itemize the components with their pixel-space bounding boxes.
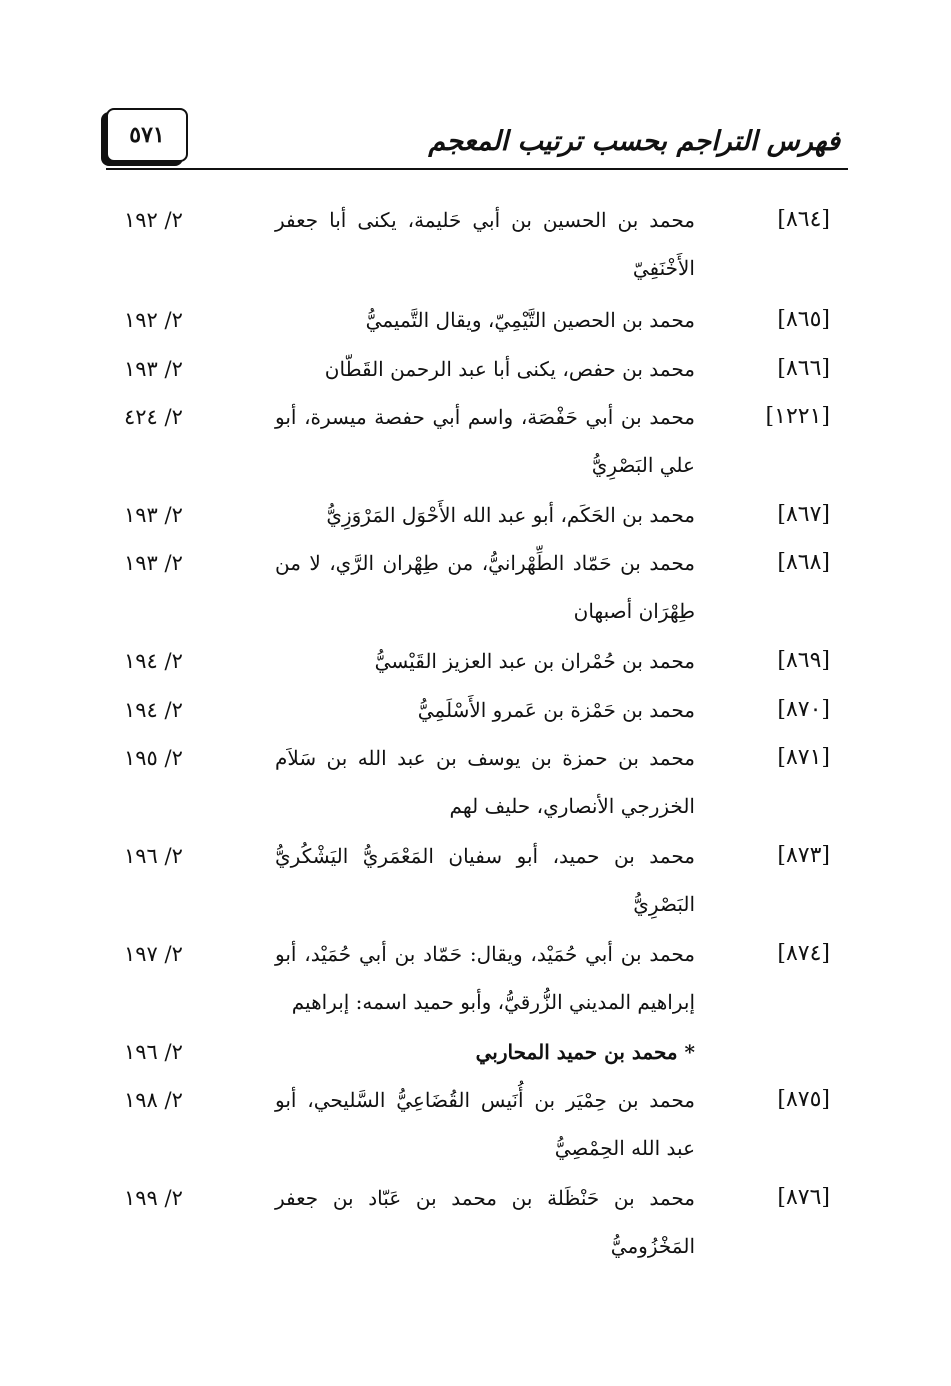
entry-name: محمد بن حميد، أبو سفيان المَعْمَريُّ اليَشْكُريُّ البَصْرِيُّ	[275, 844, 695, 916]
entry-reference: ٢/ ١٩٣	[124, 503, 183, 527]
entry-reference: ٢/ ١٩٧	[124, 942, 183, 966]
entry-name: محمد بن أبي حُمَيْد، ويقال: حَمّاد بن أبي حُمَيْد، أبو إبراهيم المديني الزُّرقيُّ، وأبو حميد اسمه: إبراهيم	[275, 942, 695, 1014]
entry-number: [٨٦٩]	[777, 648, 830, 673]
entry-number: [٨٦٦]	[777, 356, 830, 381]
entry-number: [٨٦٨]	[777, 550, 830, 575]
page-header	[106, 104, 848, 170]
entry-reference: ٢/ ٤٢٤	[124, 405, 183, 429]
entry-number: [٨٧٥]	[777, 1087, 830, 1112]
entry-reference: ٢/ ١٩٣	[124, 551, 183, 575]
entry-name: محمد بن حمزة بن يوسف بن عبد الله بن سَلاَم الخزرجي الأنصاري، حليف لهم	[275, 746, 695, 818]
entry-name: محمد بن حَنْظَلة بن محمد بن عَبّاد بن جعفر المَخْزُوميُّ	[275, 1186, 695, 1258]
entry-number: [٨٦٤]	[777, 207, 830, 232]
entry-name: محمد بن أبي حَفْصَة، واسم أبي حفصة ميسرة، أبو علي البَصْرِيُّ	[275, 405, 695, 477]
entry-number: [٨٦٧]	[777, 502, 830, 527]
entry-name: محمد بن حُمْران بن عبد العزيز القَيْسيُّ	[374, 649, 695, 673]
entry-number: [١٢٢١]	[765, 404, 830, 429]
entry-number: [٨٧٠]	[777, 697, 830, 722]
entry-reference: ٢/ ١٩٤	[124, 649, 183, 673]
entry-name: محمد بن الحصين التَّيْمِيّ، ويقال التَّميميُّ	[365, 308, 695, 332]
entry-reference: ٢/ ١٩٥	[124, 746, 183, 770]
entry-name: محمد بن حِمْيَر بن أُنَيس القُضَاعِيُّ السَّليحي، أبو عبد الله الحِمْصِيُّ	[275, 1088, 695, 1160]
entry-name: محمد بن حفص، يكنى أبا عبد الرحمن القَطّان	[324, 357, 695, 381]
entry-reference: ٢/ ١٩٢	[124, 308, 183, 332]
entry-name: محمد بن حَمْزة بن عَمرو الأَسْلَمِيُّ	[417, 698, 695, 722]
entry-reference: ٢/ ١٩٣	[124, 357, 183, 381]
entry-reference: ٢/ ١٩٩	[124, 1186, 183, 1210]
entry-number: [٨٦٥]	[777, 307, 830, 332]
entry-reference: ٢/ ١٩٨	[124, 1088, 183, 1112]
entry-name: محمد بن حَمّاد الطِّهْرانيُّ، من طِهْران الرَّي، لا من طِهْرَان أصبهان	[275, 551, 695, 623]
entry-name: * محمد بن حميد المحاربي	[475, 1040, 695, 1064]
entry-number: [٨٧٦]	[777, 1185, 830, 1210]
entry-name: محمد بن الحَكَم، أبو عبد الله الأَحْوَل المَرْوَزِيُّ	[326, 503, 695, 527]
entry-number: [٨٧١]	[777, 745, 830, 770]
entry-reference: ٢/ ١٩٦	[124, 844, 183, 868]
page-number: ٥٧١	[106, 108, 188, 162]
entry-name: محمد بن الحسين بن أبي حَليمة، يكنى أبا جعفر الأَخْنَفِيّ	[275, 208, 695, 280]
entry-number: [٨٧٤]	[777, 941, 830, 966]
entry-reference: ٢/ ١٩٤	[124, 698, 183, 722]
entry-reference: ٢/ ١٩٦	[124, 1040, 183, 1064]
entry-number: [٨٧٣]	[777, 843, 830, 868]
entry-reference: ٢/ ١٩٢	[124, 208, 183, 232]
running-title: فهرس التراجم بحسب ترتيب المعجم	[428, 126, 840, 157]
